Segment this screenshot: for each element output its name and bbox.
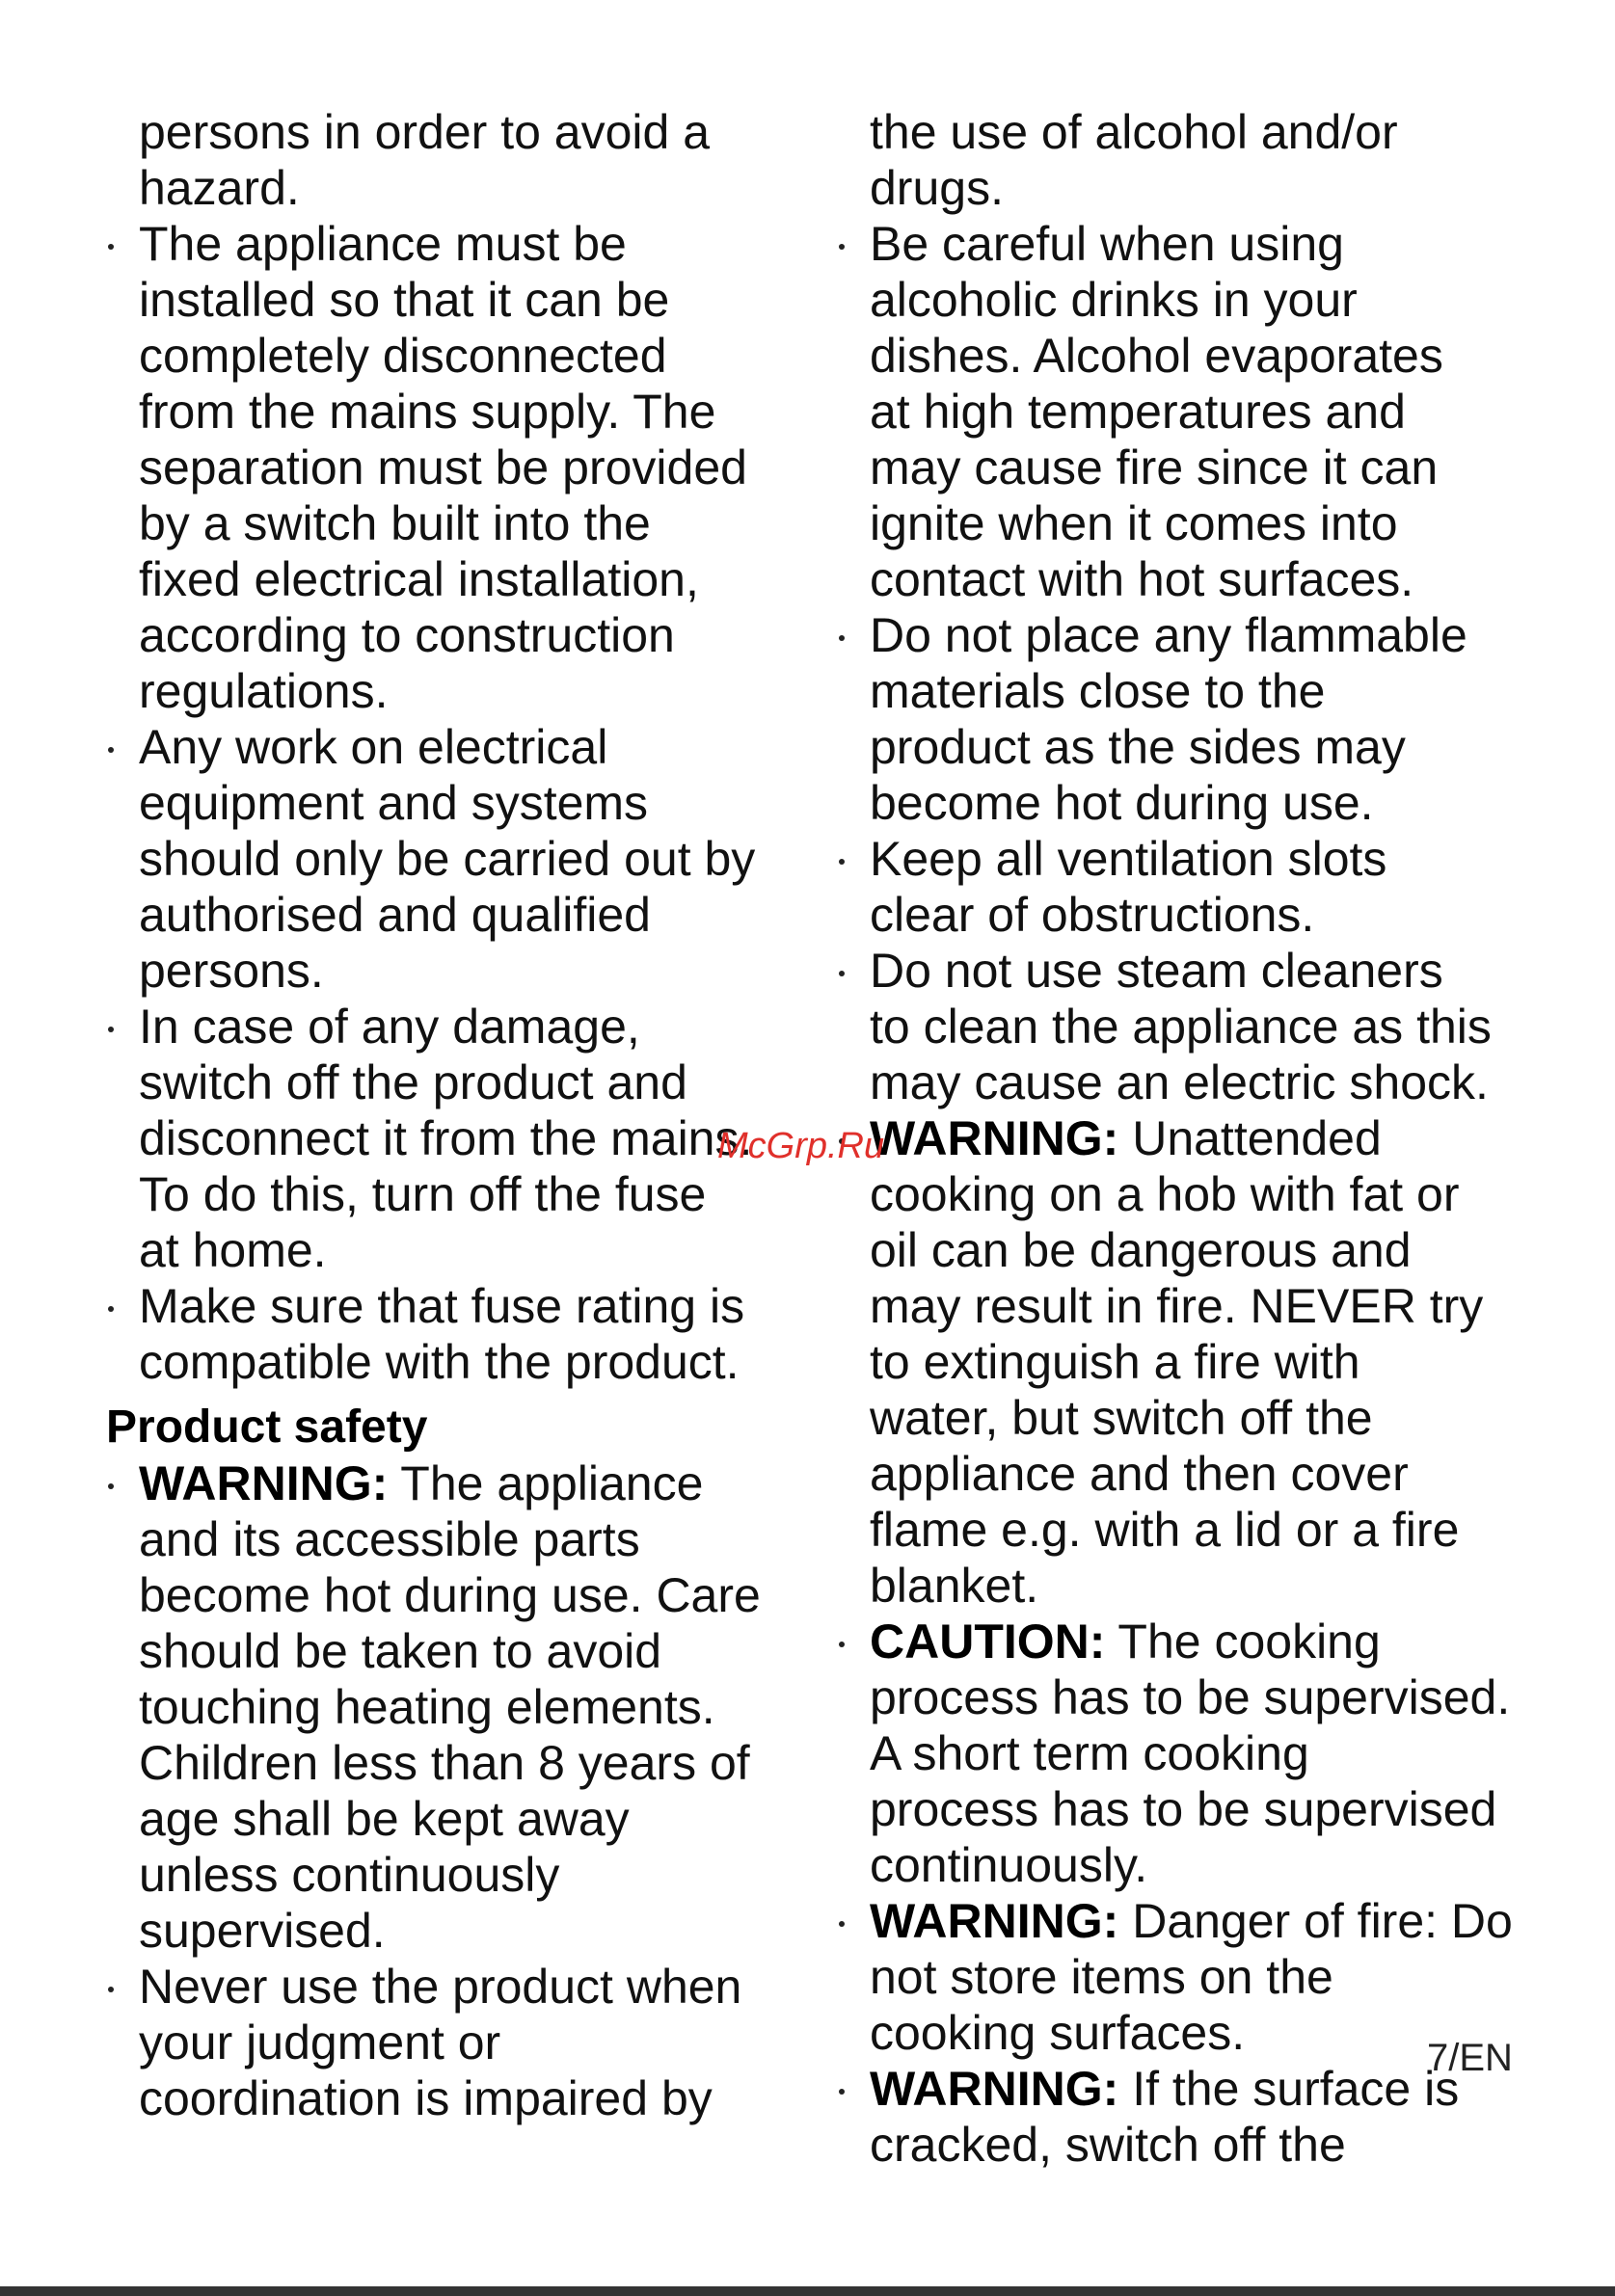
- bullet-item: Be careful when using alcoholic drinks in your dishes. Alcohol evaporates at high temperatures and may cause fire since it can ignite when it comes into contact with hot surfaces.: [870, 217, 1443, 606]
- right-column: [837, 104, 1550, 2173]
- bullet-item: Never use the product when your judgment or coordination is impaired by: [139, 1960, 742, 2125]
- bullet-item: The appliance must be installed so that it can be completely disconnected from the mains supply. The separation must be provided by a switch built into the fixed electrical installation, according to construction regulations.: [139, 217, 747, 718]
- bullet-item: Any work on electrical equipment and systems should only be carried out by authorised and qualified persons.: [139, 720, 756, 998]
- continued-text: persons in order to avoid a hazard.: [139, 105, 711, 215]
- bullet-item: WARNING: Unattended cooking on a hob with fat or oil can be dangerous and may result in fire. NEVER try to extinguish a fire with water, but switch off the appliance and then cover flame e.g. with a lid or a fire blanket.: [870, 1111, 1484, 1613]
- continued-text: the use of alcohol and/or drugs.: [870, 105, 1398, 215]
- bullet-item: WARNING: If the surface is cracked, switch off the: [870, 2062, 1460, 2172]
- bullet-item: Do not place any flammable materials close to the product as the sides may become hot during use.: [870, 608, 1467, 830]
- watermark: McGrp.Ru: [717, 1126, 885, 1166]
- bullet-item: Keep all ventilation slots clear of obstructions.: [870, 832, 1387, 942]
- bullet-item: Do not use steam cleaners to clean the appliance as this may cause an electric shock.: [870, 944, 1492, 1109]
- section-heading: Product safety: [106, 1402, 428, 1453]
- bullet-item: In case of any damage, switch off the product and disconnect it from the mains. To do this, turn off the fuse at home.: [139, 1000, 753, 1277]
- bullet-item: WARNING: The appliance and its accessible parts become hot during use. Care should be taken to avoid touching heating elements. Children less than 8 years of age shall be kept away unless continuously supervised.: [139, 1456, 761, 1958]
- bottom-rule: [0, 2286, 1615, 2296]
- bullet-item: CAUTION: The cooking process has to be supervised. A short term cooking process has to be supervised continuously.: [870, 1615, 1511, 1892]
- bullet-item: WARNING: Danger of fire: Do not store items on the cooking surfaces.: [870, 1894, 1513, 2060]
- page-number: 7/EN: [1427, 2037, 1513, 2079]
- bullet-item: Make sure that fuse rating is compatible with the product.: [139, 1279, 745, 1389]
- left-column: [106, 104, 800, 2126]
